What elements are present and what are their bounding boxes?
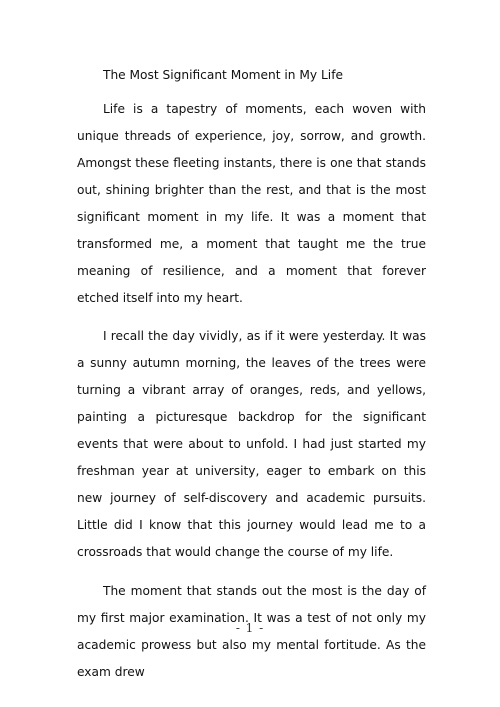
paragraph-2: I recall the day vividly, as if it were yesterday. It was a sunny autumn morning, the leaves of the trees were turning a vibrant array of oranges, reds, and yellows, painting a picturesque backdrop for the significant events that were about to unfold. I had just started my freshman year at university, eager to embark on this new journey of self-discovery and academic pursuits. Little did I know that this journey would lead me to a crossroads that would change the course of my life.	[77, 329, 426, 559]
page-number: - 1 -	[235, 621, 265, 635]
document-body	[77, 64, 426, 686]
document-title: The Most Significant Moment in My Life	[103, 68, 343, 82]
paragraph-1: Life is a tapestry of moments, each woven with unique threads of experience, joy, sorrow, and growth. Amongst these fleeting instants, there is one that stands out, shining brighter than the rest, and that is the most significant moment in my life. It was a moment that transformed me, a moment that taught me the true meaning of resilience, and a moment that forever etched itself into my heart.	[77, 102, 426, 305]
paragraph-3: The moment that stands out the most is the day of my first major examination. It was a test of not only my academic prowess but also my mental fortitude. As the exam drew	[77, 584, 426, 679]
